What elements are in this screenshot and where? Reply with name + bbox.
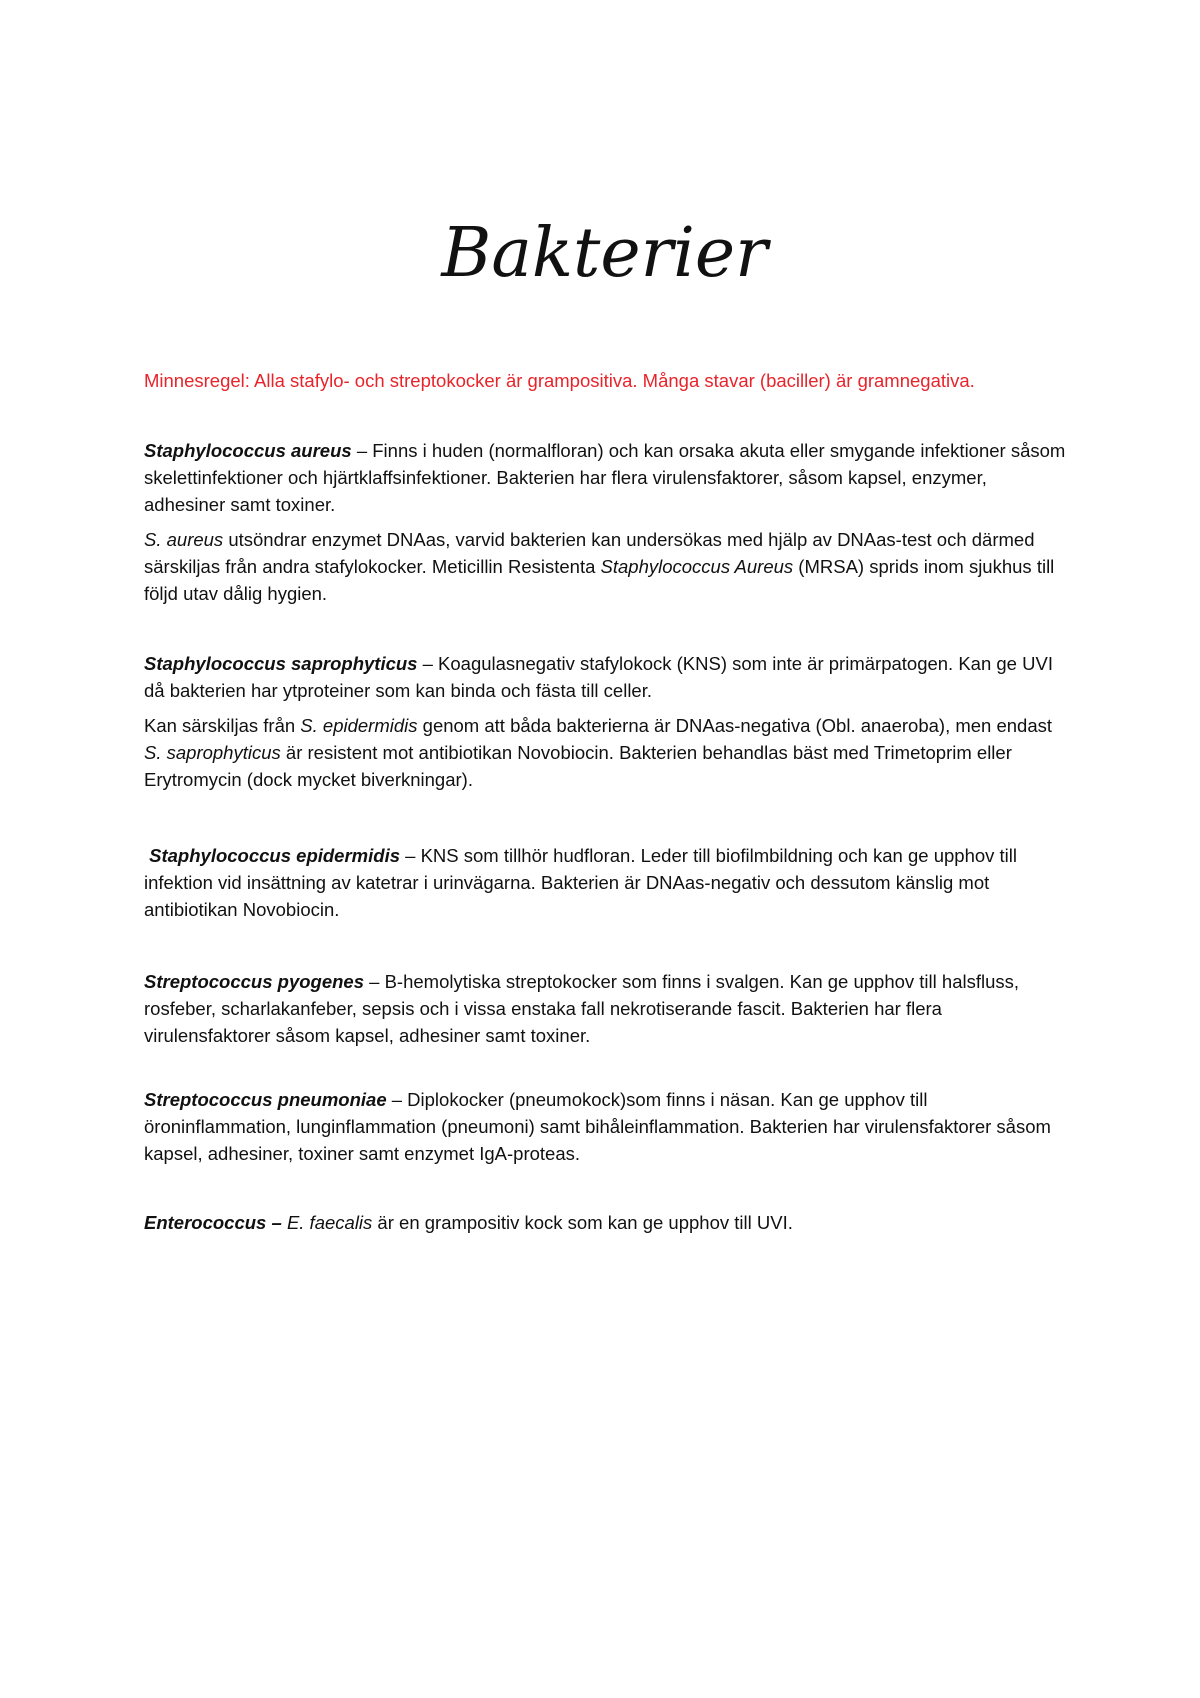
- document-title: Bakterier: [441, 214, 768, 293]
- s-aureus-paragraph-1: [144, 437, 1066, 518]
- e-faecalis-abbr: E. faecalis: [286, 1212, 373, 1233]
- s-saprophyticus-name: Staphylococcus saprophyticus: [144, 653, 418, 674]
- s-saprophyticus-text-2c: är resistent mot antibiotikan Novobiocin. Bakterien behandlas bäst med Trimetoprim eller Erytromycin (dock mycket biverkningar).: [144, 742, 1012, 790]
- s-epidermidis-name: Staphylococcus epidermidis: [149, 845, 400, 866]
- s-aureus-paragraph-2: [144, 526, 1066, 607]
- section-s-saprophyticus: [144, 650, 1066, 793]
- section-s-pneumoniae: [144, 1086, 1066, 1167]
- s-aureus-text-1: – Finns i huden (normalfloran) och kan orsaka akuta eller smygande infektioner såsom skelettinfektioner och hjärtklaffsinfektioner. Bakterien har flera virulensfaktorer, såsom kapsel, enzymer, adhesiner samt toxiner.: [144, 440, 1066, 515]
- s-saprophyticus-paragraph-1: [144, 650, 1066, 704]
- s-aureus-abbr: S. aureus: [144, 529, 224, 550]
- s-pneumoniae-paragraph: [144, 1086, 1066, 1167]
- s-pyogenes-paragraph: [144, 968, 1066, 1049]
- s-aureus-name: Staphylococcus aureus: [144, 440, 352, 461]
- section-s-pyogenes: [144, 968, 1066, 1049]
- s-saprophyticus-paragraph-2: [144, 712, 1066, 793]
- memory-rule-note: Minnesregel: Alla stafylo- och streptokocker är grampositiva. Många stavar (baciller) är gramnegativa.: [144, 370, 975, 391]
- s-pyogenes-text: – B-hemolytiska streptokocker som finns i svalgen. Kan ge upphov till halsfluss, rosfeber, scharlakanfeber, sepsis och i vissa enstaka fall nekrotiserande fascit. Bakterien har flera virulensfaktorer såsom kapsel, adhesiner samt toxiner.: [144, 971, 1020, 1046]
- s-pyogenes-name: Streptococcus pyogenes: [144, 971, 365, 992]
- s-epidermidis-abbr: S. epidermidis: [300, 715, 418, 736]
- s-aureus-text-3: (MRSA) sprids inom sjukhus till följd utav dålig hygien.: [144, 556, 1055, 604]
- section-s-aureus: [144, 437, 1066, 607]
- enterococcus-text: är en grampositiv kock som kan ge upphov till UVI.: [372, 1212, 793, 1233]
- s-epidermidis-text: – KNS som tillhör hudfloran. Leder till biofilmbildning och kan ge upphov till infektion vid insättning av katetrar i urinvägarna. Bakterien är DNAas-negativ och dessutom känslig mot antibiotikan Novobiocin.: [144, 845, 1018, 920]
- enterococcus-name: Enterococcus: [144, 1212, 267, 1233]
- section-s-epidermidis: [144, 842, 1066, 923]
- s-epidermidis-paragraph: [144, 842, 1066, 923]
- s-saprophyticus-text-1: – Koagulasnegativ stafylokock (KNS) som inte är primärpatogen. Kan ge UVI då bakterien har ytproteiner som kan binda och fästa till celler.: [144, 653, 1053, 701]
- section-enterococcus: [144, 1209, 1066, 1236]
- mrsa-name: Staphylococcus Aureus: [600, 556, 794, 577]
- s-saprophyticus-text-2a: Kan särskiljas från: [144, 715, 301, 736]
- enterococcus-paragraph: [144, 1209, 1066, 1236]
- s-pneumoniae-name: Streptococcus pneumoniae: [144, 1089, 387, 1110]
- enterococcus-dash: –: [266, 1212, 287, 1233]
- s-aureus-text-2: utsöndrar enzymet DNAas, varvid bakterien kan undersökas med hjälp av DNAas-test och därmed särskiljas från andra stafylokocker. Meticillin Resistenta: [144, 529, 1035, 577]
- s-saprophyticus-abbr: S. saprophyticus: [144, 742, 281, 763]
- s-saprophyticus-text-2b: genom att båda bakterierna är DNAas-negativa (Obl. anaeroba), men endast: [417, 715, 1053, 736]
- s-pneumoniae-text: – Diplokocker (pneumokock)som finns i näsan. Kan ge upphov till öroninflammation, lunginflammation (pneumoni) samt bihåleinflammation. Bakterien har virulensfaktorer såsom kapsel, adhesiner, toxiner samt enzymet IgA-proteas.: [144, 1089, 1051, 1164]
